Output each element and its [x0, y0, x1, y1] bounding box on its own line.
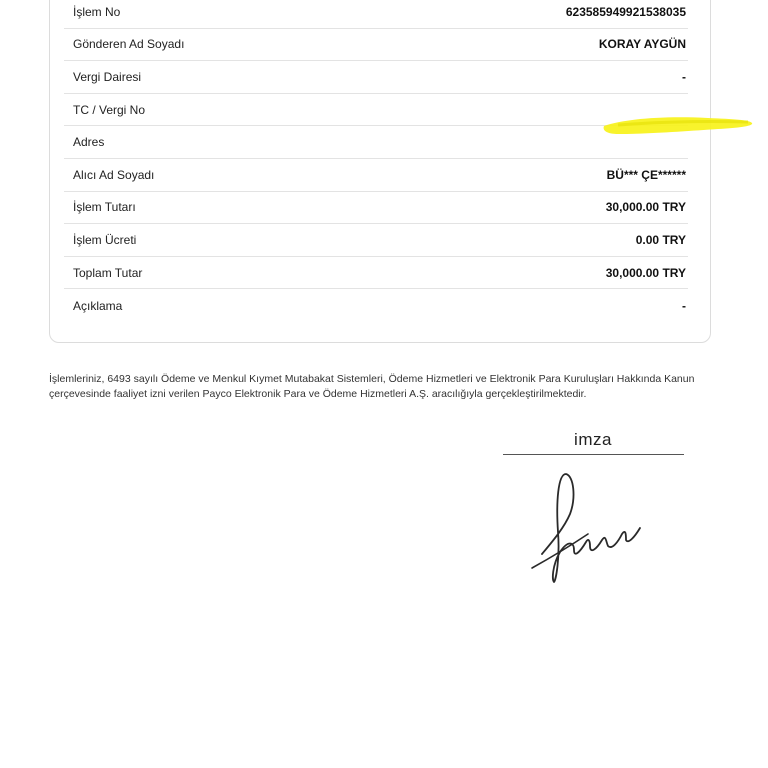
signature-label: imza	[574, 430, 612, 449]
row-label: Toplam Tutar	[73, 265, 143, 280]
row-value: 623585949921538035	[565, 4, 686, 19]
legal-disclaimer: İşlemleriniz, 6493 sayılı Ödeme ve Menkul Kıymet Mutabakat Sistemleri, Ödeme Hizmetleri ve Elektronik Para Kuruluşları Hakkında Kanun çerçevesinde faaliyet izni verilen Payco Elektronik Para ve Ödeme Hizmetleri A.Ş. aracılığıyla gerçekleştirilmektedir.	[49, 373, 695, 400]
row-label: Vergi Dairesi	[73, 69, 142, 84]
row-tc-vergi-no	[64, 94, 688, 127]
signature-stroke	[542, 474, 640, 582]
handwritten-signature	[530, 462, 650, 592]
row-islem-tutari	[64, 192, 688, 225]
row-label: Açıklama	[73, 298, 123, 313]
transaction-rows	[64, 0, 688, 322]
transaction-details-card	[49, 0, 711, 343]
row-value: 30,000.00 TRY	[605, 265, 686, 280]
row-aciklama	[64, 289, 688, 322]
row-islem-no	[64, 0, 688, 29]
row-label: Adres	[73, 135, 105, 150]
row-vergi-dairesi	[64, 61, 688, 94]
row-islem-ucreti	[64, 224, 688, 257]
highlighter-redaction	[598, 112, 756, 138]
row-label: TC / Vergi No	[73, 102, 146, 117]
row-value: BÜ*** ÇE******	[606, 167, 686, 182]
row-label: Gönderen Ad Soyadı	[73, 37, 185, 52]
row-label: İşlem Ücreti	[73, 232, 137, 247]
row-value: 30,000.00 TRY	[605, 200, 686, 215]
signature-line	[503, 454, 684, 455]
row-value: 0.00 TRY	[635, 232, 686, 247]
row-label: İşlem Tutarı	[73, 200, 136, 215]
row-label: İşlem No	[73, 4, 121, 19]
row-value: -	[682, 298, 686, 313]
row-value: KORAY AYGÜN	[598, 37, 686, 52]
row-adres	[64, 126, 688, 159]
row-label: Alıcı Ad Soyadı	[73, 167, 155, 182]
row-value: -	[682, 69, 686, 84]
row-gonderen	[64, 29, 688, 62]
row-alici	[64, 159, 688, 192]
row-toplam-tutar	[64, 257, 688, 290]
